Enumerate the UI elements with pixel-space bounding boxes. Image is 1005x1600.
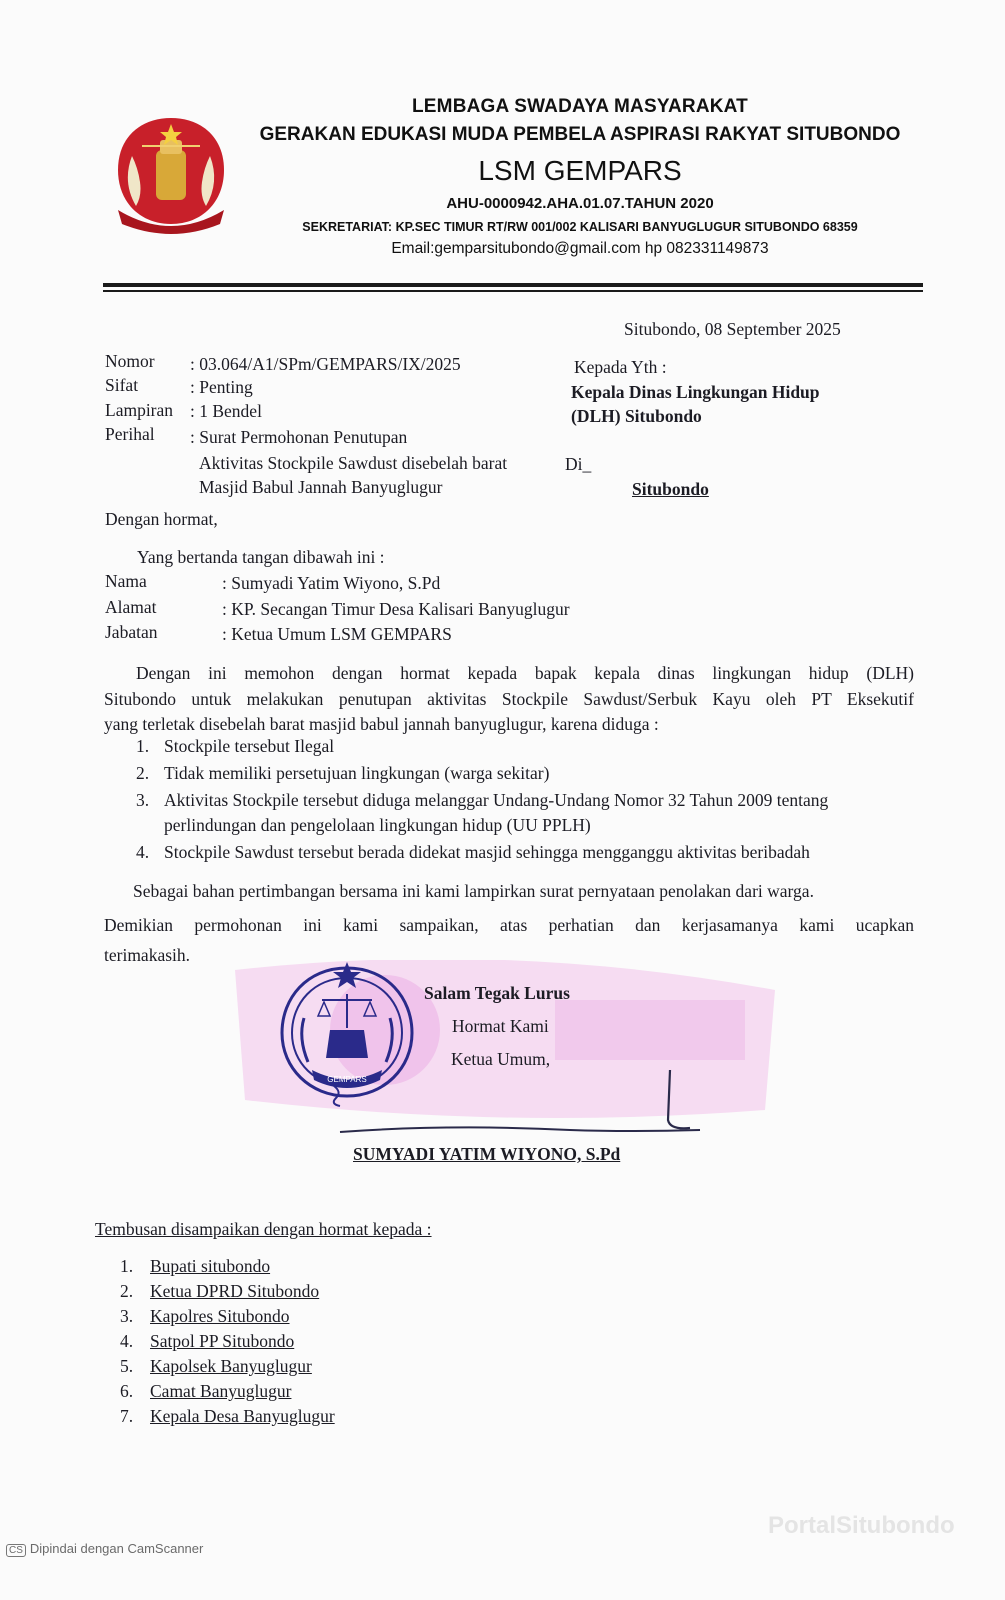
list-item-number: 4. bbox=[136, 842, 150, 862]
secretariat-address: SEKRETARIAT: KP.SEC TIMUR RT/RW 001/002 KALISARI BANYUGLUGUR SITUBONDO 68359 bbox=[302, 220, 858, 234]
list-item-number: 5. bbox=[120, 1356, 134, 1376]
nama-label: Nama bbox=[105, 571, 147, 591]
recipient-line3: (DLH) Situbondo bbox=[571, 406, 702, 426]
intro-text: Yang bertanda tangan dibawah ini : bbox=[137, 547, 385, 567]
body-paragraph3-line1: Demikian permohonan ini kami sampaikan, atas perhatian dan kerjasamanya kami ucapkan bbox=[104, 915, 914, 935]
letter-date: Situbondo, 08 September 2025 bbox=[624, 319, 841, 339]
lampiran-value: : 1 Bendel bbox=[190, 401, 262, 421]
list-item-text: Tidak memiliki persetujuan lingkungan (warga sekitar) bbox=[164, 763, 550, 783]
list-item-number: 1. bbox=[120, 1256, 134, 1276]
list-item bbox=[120, 1254, 335, 1279]
list-item-text: Aktivitas Stockpile tersebut diduga melanggar Undang-Undang Nomor 32 Tahun 2009 tentang bbox=[164, 790, 829, 810]
perihal-label: Perihal bbox=[105, 424, 155, 444]
list-item bbox=[130, 788, 915, 838]
list-item bbox=[120, 1279, 335, 1304]
header-divider-thin bbox=[103, 290, 923, 292]
contact-info: Email:gemparsitubondo@gmail.com hp 082331149873 bbox=[391, 240, 769, 257]
perihal-value-line1: : Surat Permohonan Penutupan bbox=[190, 427, 408, 447]
perihal-value-line2: Aktivitas Stockpile Sawdust disebelah barat bbox=[199, 453, 508, 473]
body-paragraph3-line2: terimakasih. bbox=[104, 945, 191, 965]
registration-number: AHU-0000942.AHA.01.07.TAHUN 2020 bbox=[446, 195, 714, 212]
list-item-number: 6. bbox=[120, 1381, 134, 1401]
list-item-text: Camat Banyuglugur bbox=[150, 1381, 292, 1401]
list-item-number: 3. bbox=[120, 1306, 134, 1326]
list-item-text: Kapolres Situbondo bbox=[150, 1306, 290, 1326]
signature-icon bbox=[330, 1060, 710, 1140]
body-paragraph1-line3: yang terletak disebelah barat masjid babul jannah banyuglugur, karena diduga : bbox=[104, 714, 659, 734]
list-item-number: 7. bbox=[120, 1406, 134, 1426]
alamat-label: Alamat bbox=[105, 597, 157, 617]
recipient-line1: Kepada Yth : bbox=[574, 357, 667, 377]
list-item-number: 3. bbox=[136, 790, 150, 810]
organization-name: LSM GEMPARS bbox=[478, 155, 682, 186]
list-item-text-cont: perlindungan dan pengelolaan lingkungan hidup (UU PPLH) bbox=[164, 815, 591, 835]
body-paragraph1-line2: Situbondo untuk melakukan penutupan aktivitas Stockpile Sawdust/Serbuk Kayu oleh PT Eksekutif bbox=[104, 689, 914, 709]
greeting: Dengan hormat, bbox=[105, 509, 218, 529]
camscanner-icon: CS bbox=[6, 1544, 26, 1557]
closing-hormat: Hormat Kami bbox=[452, 1016, 549, 1036]
letterhead-line1: LEMBAGA SWADAYA MASYARAKAT bbox=[412, 96, 748, 117]
list-item-text: Kapolsek Banyuglugur bbox=[150, 1356, 312, 1376]
nomor-label: Nomor bbox=[105, 351, 155, 371]
list-item-number: 2. bbox=[120, 1281, 134, 1301]
reasons-list bbox=[130, 734, 915, 865]
letterhead-line2: GERAKAN EDUKASI MUDA PEMBELA ASPIRASI RAKYAT SITUBONDO bbox=[259, 124, 901, 145]
sifat-value: : Penting bbox=[190, 377, 253, 397]
closing-position: Ketua Umum, bbox=[451, 1049, 551, 1069]
sifat-label: Sifat bbox=[105, 375, 139, 395]
recipient-line2: Kepala Dinas Lingkungan Hidup bbox=[571, 382, 820, 402]
list-item bbox=[130, 734, 915, 759]
header-divider-thick bbox=[103, 283, 923, 287]
list-item bbox=[120, 1304, 335, 1329]
scanner-text: Dipindai dengan CamScanner bbox=[29, 1541, 204, 1556]
list-item-text: Satpol PP Situbondo bbox=[150, 1331, 295, 1351]
list-item-text: Ketua DPRD Situbondo bbox=[150, 1281, 320, 1301]
stamp-text: GEMPARS bbox=[327, 1075, 367, 1084]
recipient-di: Di_ bbox=[565, 454, 592, 474]
signer-name: SUMYADI YATIM WIYONO, S.Pd bbox=[353, 1144, 621, 1164]
perihal-value-line3: Masjid Babul Jannah Banyuglugur bbox=[199, 477, 443, 497]
scanner-footer bbox=[6, 1541, 203, 1557]
portal-watermark: PortalSitubondo bbox=[768, 1512, 955, 1539]
list-item-text: Kepala Desa Banyuglugur bbox=[150, 1406, 335, 1426]
cc-title: Tembusan disampaikan dengan hormat kepada : bbox=[95, 1219, 432, 1239]
alamat-value: : KP. Secangan Timur Desa Kalisari Banyuglugur bbox=[222, 599, 570, 619]
body-paragraph1-line1: Dengan ini memohon dengan hormat kepada bapak kepala dinas lingkungan hidup (DLH) bbox=[136, 663, 914, 683]
jabatan-label: Jabatan bbox=[105, 622, 158, 642]
cc-list bbox=[120, 1254, 335, 1429]
list-item bbox=[130, 840, 915, 865]
lampiran-label: Lampiran bbox=[105, 400, 174, 420]
letterhead bbox=[240, 94, 920, 260]
gempars-logo-icon bbox=[112, 112, 230, 236]
list-item bbox=[120, 1404, 335, 1429]
list-item-text: Stockpile Sawdust tersebut berada didekat masjid sehingga mengganggu aktivitas beribadah bbox=[164, 842, 810, 862]
recipient-city: Situbondo bbox=[632, 479, 709, 499]
list-item bbox=[120, 1329, 335, 1354]
jabatan-value: : Ketua Umum LSM GEMPARS bbox=[222, 624, 452, 644]
list-item-number: 4. bbox=[120, 1331, 134, 1351]
list-item-text: Bupati situbondo bbox=[150, 1256, 271, 1276]
list-item bbox=[130, 761, 915, 786]
body-paragraph2: Sebagai bahan pertimbangan bersama ini kami lampirkan surat pernyataan penolakan dari warga. bbox=[133, 881, 814, 901]
closing-salam: Salam Tegak Lurus bbox=[424, 983, 570, 1003]
list-item bbox=[120, 1379, 335, 1404]
list-item-number: 1. bbox=[136, 736, 150, 756]
nomor-value: : 03.064/A1/SPm/GEMPARS/IX/2025 bbox=[190, 354, 461, 374]
nama-value: : Sumyadi Yatim Wiyono, S.Pd bbox=[222, 573, 441, 593]
list-item-text: Stockpile tersebut Ilegal bbox=[164, 736, 335, 756]
list-item-number: 2. bbox=[136, 763, 150, 783]
list-item bbox=[120, 1354, 335, 1379]
